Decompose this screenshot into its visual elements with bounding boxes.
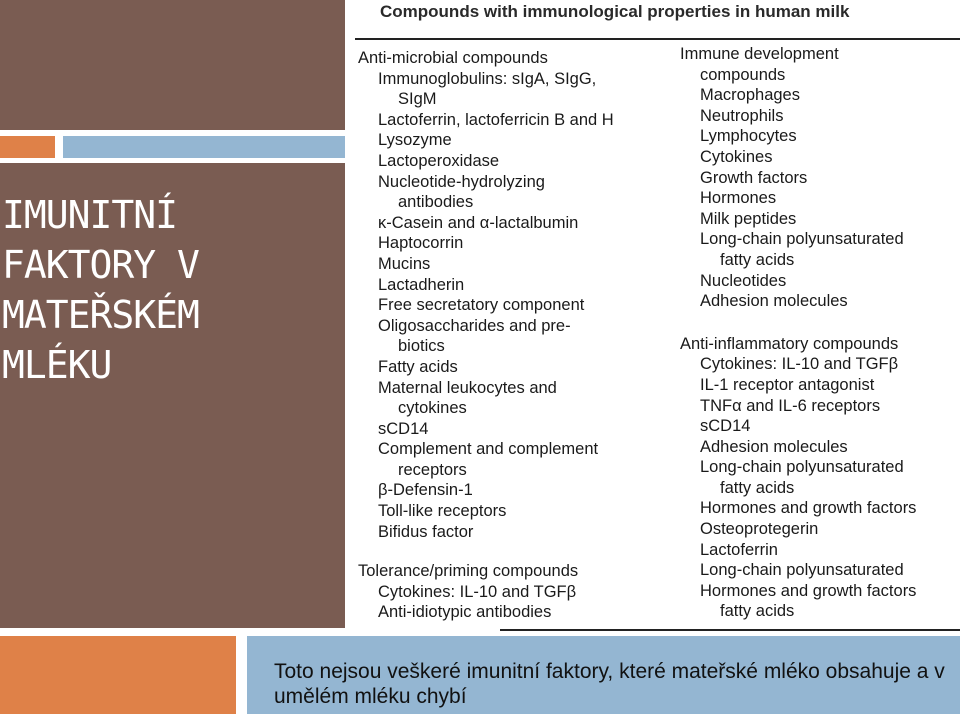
table-list-item: Growth factors — [700, 168, 808, 187]
table-list-item: fatty acids — [720, 250, 795, 269]
table-caption: Compounds with immunological properties in human milk — [380, 2, 850, 21]
table-list-item: compounds — [700, 65, 786, 84]
table-list-item: Haptocorrin — [378, 234, 464, 253]
table-list-item: Hormones and growth factors — [700, 581, 917, 600]
table-list-item: SIgM — [398, 90, 437, 109]
table-section-heading: Tolerance/priming compounds — [358, 562, 579, 581]
table-list-item: Bifidus factor — [378, 522, 474, 541]
slide-title-line-2: FAKTORY V — [2, 243, 199, 287]
table-list-item: κ-Casein and α-lactalbumin — [378, 213, 579, 232]
table-list-item: Complement and complement — [378, 440, 599, 459]
accent-bar-blue — [63, 136, 345, 158]
table-list-item: TNFα and IL-6 receptors — [700, 396, 881, 415]
table-left-column — [358, 48, 688, 623]
table-list-item: Mucins — [378, 254, 431, 273]
compounds-table-image — [350, 0, 960, 632]
table-list-item: Neutrophils — [700, 106, 784, 125]
table-spacer — [680, 312, 960, 334]
table-list-item: fatty acids — [720, 478, 795, 497]
table-list-item: Long-chain polyunsaturated — [700, 561, 904, 580]
table-list-item: cytokines — [398, 399, 467, 418]
table-list-item: IL-1 receptor antagonist — [700, 375, 875, 394]
table-list-item: Adhesion molecules — [700, 437, 848, 456]
table-list-item: Cytokines: IL-10 and TGFβ — [378, 582, 577, 601]
table-list-item: Free secretatory component — [378, 296, 585, 315]
table-list-item: Lactoferrin — [700, 540, 778, 559]
table-list-item: Milk peptides — [700, 209, 797, 228]
table-list-item: Cytokines — [700, 147, 773, 166]
slide-title-line-1: IMUNITNÍ — [2, 193, 178, 237]
table-rule-bottom — [500, 629, 960, 631]
table-list-item: Anti-idiotypic antibodies — [378, 603, 552, 622]
table-list-item: Lysozyme — [378, 131, 452, 150]
table-list-item: Maternal leukocytes and — [378, 378, 557, 397]
slide-title-line-3: MATEŘSKÉM — [2, 293, 199, 337]
table-rule-top — [355, 38, 960, 40]
slide-title — [2, 190, 342, 390]
table-list-item: Osteoprotegerin — [700, 520, 819, 539]
table-list-item: Hormones — [700, 189, 777, 208]
table-list-item: Nucleotides — [700, 271, 787, 290]
table-list-item: Toll-like receptors — [378, 502, 507, 521]
table-list-item: Macrophages — [700, 86, 800, 105]
table-list-item: biotics — [398, 337, 445, 356]
table-list-item: Lactoperoxidase — [378, 151, 500, 170]
table-list-item: Lactadherin — [378, 275, 465, 294]
accent-bar-orange — [0, 136, 55, 158]
table-list-item: β-Defensin-1 — [378, 481, 473, 500]
table-section-heading: Anti-microbial compounds — [358, 49, 548, 67]
table-list-item: Hormones and growth factors — [700, 499, 917, 518]
table-list-item: receptors — [398, 460, 467, 479]
table-list-item: Oligosaccharides and pre- — [378, 316, 571, 335]
table-section-heading: Immune development — [680, 45, 839, 63]
table-list-item: Lactoferrin, lactoferricin B and H — [378, 110, 614, 129]
table-list-item: Long-chain polyunsaturated — [700, 458, 904, 477]
table-list-item: Immunoglobulins: sIgA, SIgG, — [378, 69, 597, 88]
table-list-item: Nucleotide-hydrolyzing — [378, 172, 545, 191]
table-list-item: sCD14 — [700, 417, 751, 436]
table-list-item: Adhesion molecules — [700, 292, 848, 311]
sidebar-top-panel — [0, 0, 345, 130]
table-section-heading: Anti-inflammatory compounds — [680, 334, 899, 353]
table-list-item: fatty acids — [720, 602, 795, 621]
table-list-item: Fatty acids — [378, 357, 458, 376]
footer-note: Toto nejsou veškeré imunitní faktory, které mateřské mléko obsahuje a v umělém mléku chybí — [274, 660, 945, 708]
footer-accent-orange — [0, 636, 236, 714]
table-spacer — [358, 542, 688, 561]
table-list-item: sCD14 — [378, 419, 429, 438]
table-list-item: Cytokines: IL-10 and TGFβ — [700, 355, 899, 374]
table-right-column — [680, 44, 960, 622]
table-list-item: antibodies — [398, 193, 474, 212]
table-list-item: Long-chain polyunsaturated — [700, 230, 904, 249]
slide-title-line-4: MLÉKU — [2, 343, 112, 387]
table-list-item: Lymphocytes — [700, 127, 797, 146]
